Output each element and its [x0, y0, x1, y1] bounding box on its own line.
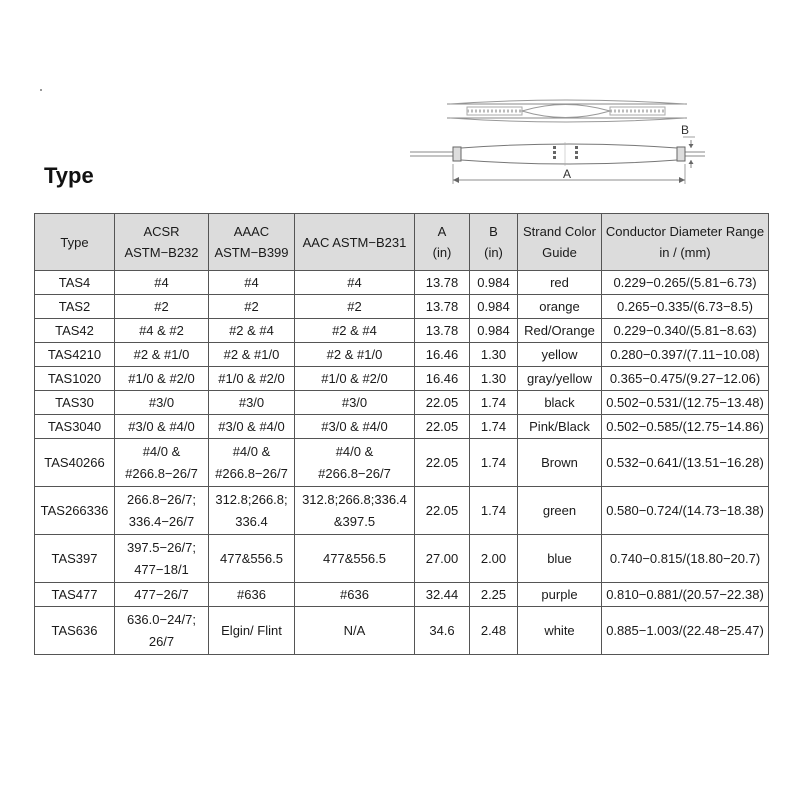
dimension-a [453, 164, 685, 184]
cell-aaac [209, 487, 295, 535]
cell-text: #4/0 & [232, 443, 271, 459]
cell-type: TAS30 [35, 391, 115, 415]
cell-text: N/A [343, 622, 366, 638]
cell-a: 13.78 [415, 271, 470, 295]
cell-text: 266.8−26/7; [126, 491, 197, 507]
cell-text: #1/0 & #2/0 [321, 370, 388, 386]
cell-b: 1.74 [470, 415, 518, 439]
cell-text: 477&556.5 [220, 550, 283, 566]
cell-acsr [115, 319, 209, 343]
cell-type: TAS477 [35, 583, 115, 607]
header-text: AAAC [233, 224, 270, 239]
cell-text: &397.5 [333, 513, 376, 529]
cell-b: 1.30 [470, 367, 518, 391]
cell-range: 0.229−0.340/(5.81−8.63) [602, 319, 769, 343]
table-row [35, 583, 769, 607]
cell-text: #2 [244, 298, 259, 314]
cell-b: 2.00 [470, 535, 518, 583]
table-row [35, 439, 769, 487]
cell-aaac [209, 607, 295, 655]
cell-aac [295, 607, 415, 655]
cell-text: 477−18/1 [134, 561, 189, 577]
cell-acsr [115, 487, 209, 535]
cell-aac [295, 343, 415, 367]
section-heading: Type [44, 163, 94, 188]
cell-aaac [209, 391, 295, 415]
cell-acsr [115, 295, 209, 319]
cell-aaac [209, 271, 295, 295]
cell-text: 26/7 [148, 633, 175, 649]
cell-aac [295, 583, 415, 607]
cell-text: #4/0 & [142, 443, 181, 459]
cell-text: #3/0 & #4/0 [218, 418, 285, 434]
cell-type: TAS42 [35, 319, 115, 343]
cell-color: Red/Orange [518, 319, 602, 343]
stray-dot [40, 89, 42, 91]
cell-text: 477&556.5 [323, 550, 386, 566]
splice-drawing [405, 92, 705, 192]
cell-color: green [518, 487, 602, 535]
cell-range: 0.365−0.475/(9.27−12.06) [602, 367, 769, 391]
cell-text: 477−26/7 [134, 586, 189, 602]
cell-aac [295, 415, 415, 439]
cell-color: black [518, 391, 602, 415]
cell-acsr [115, 535, 209, 583]
cell-acsr [115, 391, 209, 415]
cell-acsr [115, 415, 209, 439]
cell-aaac [209, 439, 295, 487]
cell-text: Elgin/ Flint [221, 622, 282, 638]
cell-type: TAS2 [35, 295, 115, 319]
cell-color: red [518, 271, 602, 295]
table-row [35, 319, 769, 343]
table-header-row [35, 214, 769, 271]
cell-acsr [115, 343, 209, 367]
header-aaac [209, 214, 295, 271]
cell-a: 34.6 [415, 607, 470, 655]
cell-color: white [518, 607, 602, 655]
cell-range: 0.502−0.585/(12.75−14.86) [602, 415, 769, 439]
header-text: Conductor Diameter Range [605, 224, 765, 239]
splice-side-view [410, 142, 705, 166]
cell-text: #4 [244, 274, 259, 290]
cell-a: 13.78 [415, 295, 470, 319]
splice-top-view [447, 100, 687, 122]
header-diameter-range [602, 214, 769, 271]
cell-text: #4 [347, 274, 362, 290]
cell-text: #3/0 [148, 394, 175, 410]
cell-type: TAS266336 [35, 487, 115, 535]
cell-aaac [209, 319, 295, 343]
cell-b: 2.25 [470, 583, 518, 607]
cell-range: 0.502−0.531/(12.75−13.48) [602, 391, 769, 415]
cell-a: 27.00 [415, 535, 470, 583]
cell-aac [295, 487, 415, 535]
cell-b: 0.984 [470, 271, 518, 295]
header-text: Strand Color [523, 224, 596, 239]
cell-text: #266.8−26/7 [215, 465, 288, 481]
cell-a: 22.05 [415, 391, 470, 415]
cell-type: TAS40266 [35, 439, 115, 487]
cell-b: 1.74 [470, 487, 518, 535]
cell-type: TAS1020 [35, 367, 115, 391]
cell-text: #636 [340, 586, 369, 602]
cell-aac [295, 319, 415, 343]
cell-type: TAS636 [35, 607, 115, 655]
cell-range: 0.265−0.335/(6.73−8.5) [602, 295, 769, 319]
cell-aaac [209, 583, 295, 607]
cell-a: 16.46 [415, 343, 470, 367]
cell-aaac [209, 367, 295, 391]
cell-aac [295, 391, 415, 415]
cell-color: orange [518, 295, 602, 319]
header-text: AAC ASTM−B231 [302, 234, 407, 250]
cell-text: 312.8;266.8;336.4 [302, 491, 407, 507]
cell-range: 0.810−0.881/(20.57−22.38) [602, 583, 769, 607]
cell-aac [295, 535, 415, 583]
cell-color: Pink/Black [518, 415, 602, 439]
header-text: in / (mm) [659, 245, 711, 260]
cell-b: 2.48 [470, 607, 518, 655]
cell-aaac [209, 295, 295, 319]
header-text: (in) [432, 245, 452, 260]
cell-text: #636 [237, 586, 266, 602]
header-aac [295, 214, 415, 271]
cell-text: #4/0 & [335, 443, 374, 459]
table-row [35, 535, 769, 583]
cell-text: #3/0 [238, 394, 265, 410]
header-a [415, 214, 470, 271]
cell-color: purple [518, 583, 602, 607]
cell-text: #2 & #1/0 [326, 346, 383, 362]
cell-text: #266.8−26/7 [125, 465, 198, 481]
header-text: ACSR [143, 224, 180, 239]
header-text: (in) [484, 245, 503, 260]
cell-text: #2 [347, 298, 362, 314]
table-row [35, 295, 769, 319]
cell-type: TAS4210 [35, 343, 115, 367]
header-text: B [489, 224, 498, 239]
cell-type: TAS3040 [35, 415, 115, 439]
cell-acsr [115, 271, 209, 295]
cell-text: #2 & #1/0 [133, 346, 190, 362]
spec-table [34, 213, 769, 655]
cell-range: 0.580−0.724/(14.73−18.38) [602, 487, 769, 535]
cell-b: 1.74 [470, 391, 518, 415]
cell-range: 0.532−0.641/(13.51−16.28) [602, 439, 769, 487]
header-b [470, 214, 518, 271]
cell-a: 32.44 [415, 583, 470, 607]
cell-aaac [209, 535, 295, 583]
header-text: A [437, 224, 447, 239]
cell-text: 397.5−26/7; [126, 539, 197, 555]
cell-acsr [115, 439, 209, 487]
cell-type: TAS397 [35, 535, 115, 583]
header-text: Guide [542, 245, 577, 260]
cell-acsr [115, 367, 209, 391]
cell-text: #3/0 & #4/0 [128, 418, 195, 434]
cell-range: 0.280−0.397/(7.11−10.08) [602, 343, 769, 367]
table-row [35, 271, 769, 295]
cell-type: TAS4 [35, 271, 115, 295]
cell-a: 22.05 [415, 439, 470, 487]
cell-range: 0.740−0.815/(18.80−20.7) [602, 535, 769, 583]
cell-a: 22.05 [415, 415, 470, 439]
cell-acsr [115, 607, 209, 655]
cell-text: 636.0−24/7; [126, 611, 197, 627]
cell-acsr [115, 583, 209, 607]
cell-b: 0.984 [470, 295, 518, 319]
cell-text: #4 & #2 [139, 322, 184, 338]
dimension-a-label: A [563, 167, 572, 181]
header-type [35, 214, 115, 271]
cell-a: 22.05 [415, 487, 470, 535]
cell-range: 0.885−1.003/(22.48−25.47) [602, 607, 769, 655]
cell-b: 1.30 [470, 343, 518, 367]
cell-text: 336.4−26/7 [128, 513, 195, 529]
cell-color: blue [518, 535, 602, 583]
cell-aaac [209, 415, 295, 439]
table-body [35, 271, 769, 655]
header-strand-color [518, 214, 602, 271]
cell-text: #1/0 & #2/0 [128, 370, 195, 386]
cell-text: 312.8;266.8; [215, 491, 288, 507]
cell-text: #3/0 & #4/0 [321, 418, 388, 434]
cell-a: 16.46 [415, 367, 470, 391]
cell-text: #266.8−26/7 [318, 465, 391, 481]
cell-b: 0.984 [470, 319, 518, 343]
header-text: ASTM−B232 [124, 245, 199, 260]
dimension-b-label: B [681, 123, 690, 137]
cell-color: yellow [518, 343, 602, 367]
cell-text: #2 [154, 298, 169, 314]
cell-aac [295, 367, 415, 391]
cell-aaac [209, 343, 295, 367]
cell-text: #2 & #1/0 [223, 346, 280, 362]
cell-text: #1/0 & #2/0 [218, 370, 285, 386]
cell-text: #2 & #4 [229, 322, 274, 338]
cell-color: Brown [518, 439, 602, 487]
header-acsr [115, 214, 209, 271]
cell-aac [295, 439, 415, 487]
table-row [35, 343, 769, 367]
header-text: Type [60, 234, 89, 250]
cell-text: #2 & #4 [332, 322, 377, 338]
cell-text: #4 [154, 274, 169, 290]
cell-text: #3/0 [341, 394, 368, 410]
table-row [35, 487, 769, 535]
header-text: ASTM−B399 [214, 245, 289, 260]
table-row [35, 607, 769, 655]
cell-color: gray/yellow [518, 367, 602, 391]
cell-aac [295, 295, 415, 319]
table-row [35, 391, 769, 415]
cell-text: 336.4 [235, 513, 268, 529]
table-row [35, 367, 769, 391]
cell-range: 0.229−0.265/(5.81−6.73) [602, 271, 769, 295]
cell-aac [295, 271, 415, 295]
cell-a: 13.78 [415, 319, 470, 343]
cell-b: 1.74 [470, 439, 518, 487]
table-row [35, 415, 769, 439]
